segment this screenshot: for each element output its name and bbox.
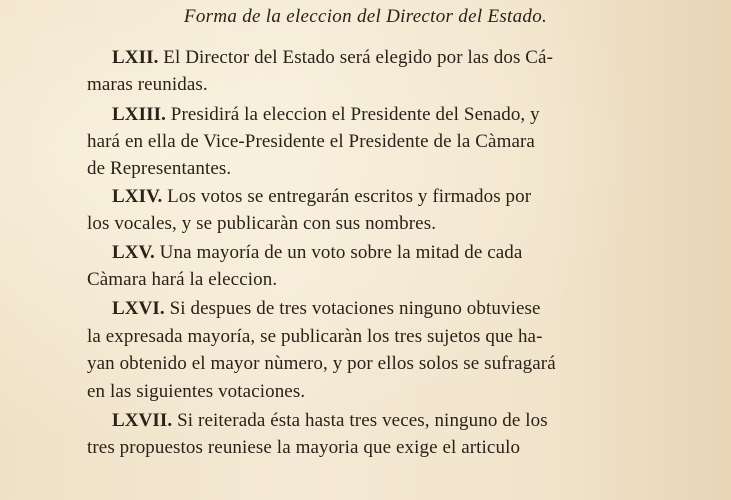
line-text: en las siguientes votaciones. xyxy=(87,381,306,402)
text-line xyxy=(112,242,522,264)
text-line xyxy=(87,131,535,153)
line-text: tres propuestos reuniese la mayoria que exige el articulo xyxy=(87,437,521,458)
line-text: Si reiterada ésta hasta tres veces, ninguno de los xyxy=(172,410,548,431)
line-text: yan obtenido el mayor nùmero, y por ellos solos se sufragará xyxy=(87,353,556,374)
text-line xyxy=(87,158,231,180)
line-text: Si despues de tres votaciones ninguno obtuviese xyxy=(164,298,541,319)
line-text: la expresada mayoría, se publicaràn los tres sujetos que ha- xyxy=(87,326,543,347)
article-number: LXIV. xyxy=(112,186,163,207)
text-line xyxy=(112,186,531,208)
text-line xyxy=(87,353,556,375)
text-line xyxy=(87,381,305,403)
line-text: Presidirá la eleccion el Presidente del Senado, y xyxy=(165,104,540,125)
line-text: El Director del Estado será elegido por las dos Cá- xyxy=(158,47,554,68)
article-number: LXII. xyxy=(112,47,159,68)
section-heading: Forma de la eleccion del Director del Estado. xyxy=(183,6,548,27)
article-number: LXV. xyxy=(112,242,155,263)
line-text: hará en ella de Vice-Presidente el Presidente de la Càmara xyxy=(87,131,535,152)
text-line xyxy=(87,74,208,96)
line-text: de Representantes. xyxy=(87,158,232,179)
text-line xyxy=(87,269,277,291)
text-line xyxy=(112,104,540,126)
line-text: Una mayoría de un voto sobre la mitad de cada xyxy=(154,242,523,263)
article-number: LXVI. xyxy=(112,298,165,319)
article-number: LXVII. xyxy=(112,410,173,431)
line-text: Càmara hará la eleccion. xyxy=(87,269,278,290)
text-line xyxy=(87,437,520,459)
line-text: maras reunidas. xyxy=(87,74,208,95)
text-line xyxy=(87,326,543,348)
line-text: los vocales, y se publicaràn con sus nombres. xyxy=(87,213,437,234)
line-text: Los votos se entregarán escritos y firmados por xyxy=(162,186,532,207)
text-line xyxy=(112,47,553,69)
text-line xyxy=(112,298,541,320)
text-line xyxy=(112,410,548,432)
article-number: LXIII. xyxy=(112,104,166,125)
text-line xyxy=(87,213,436,235)
